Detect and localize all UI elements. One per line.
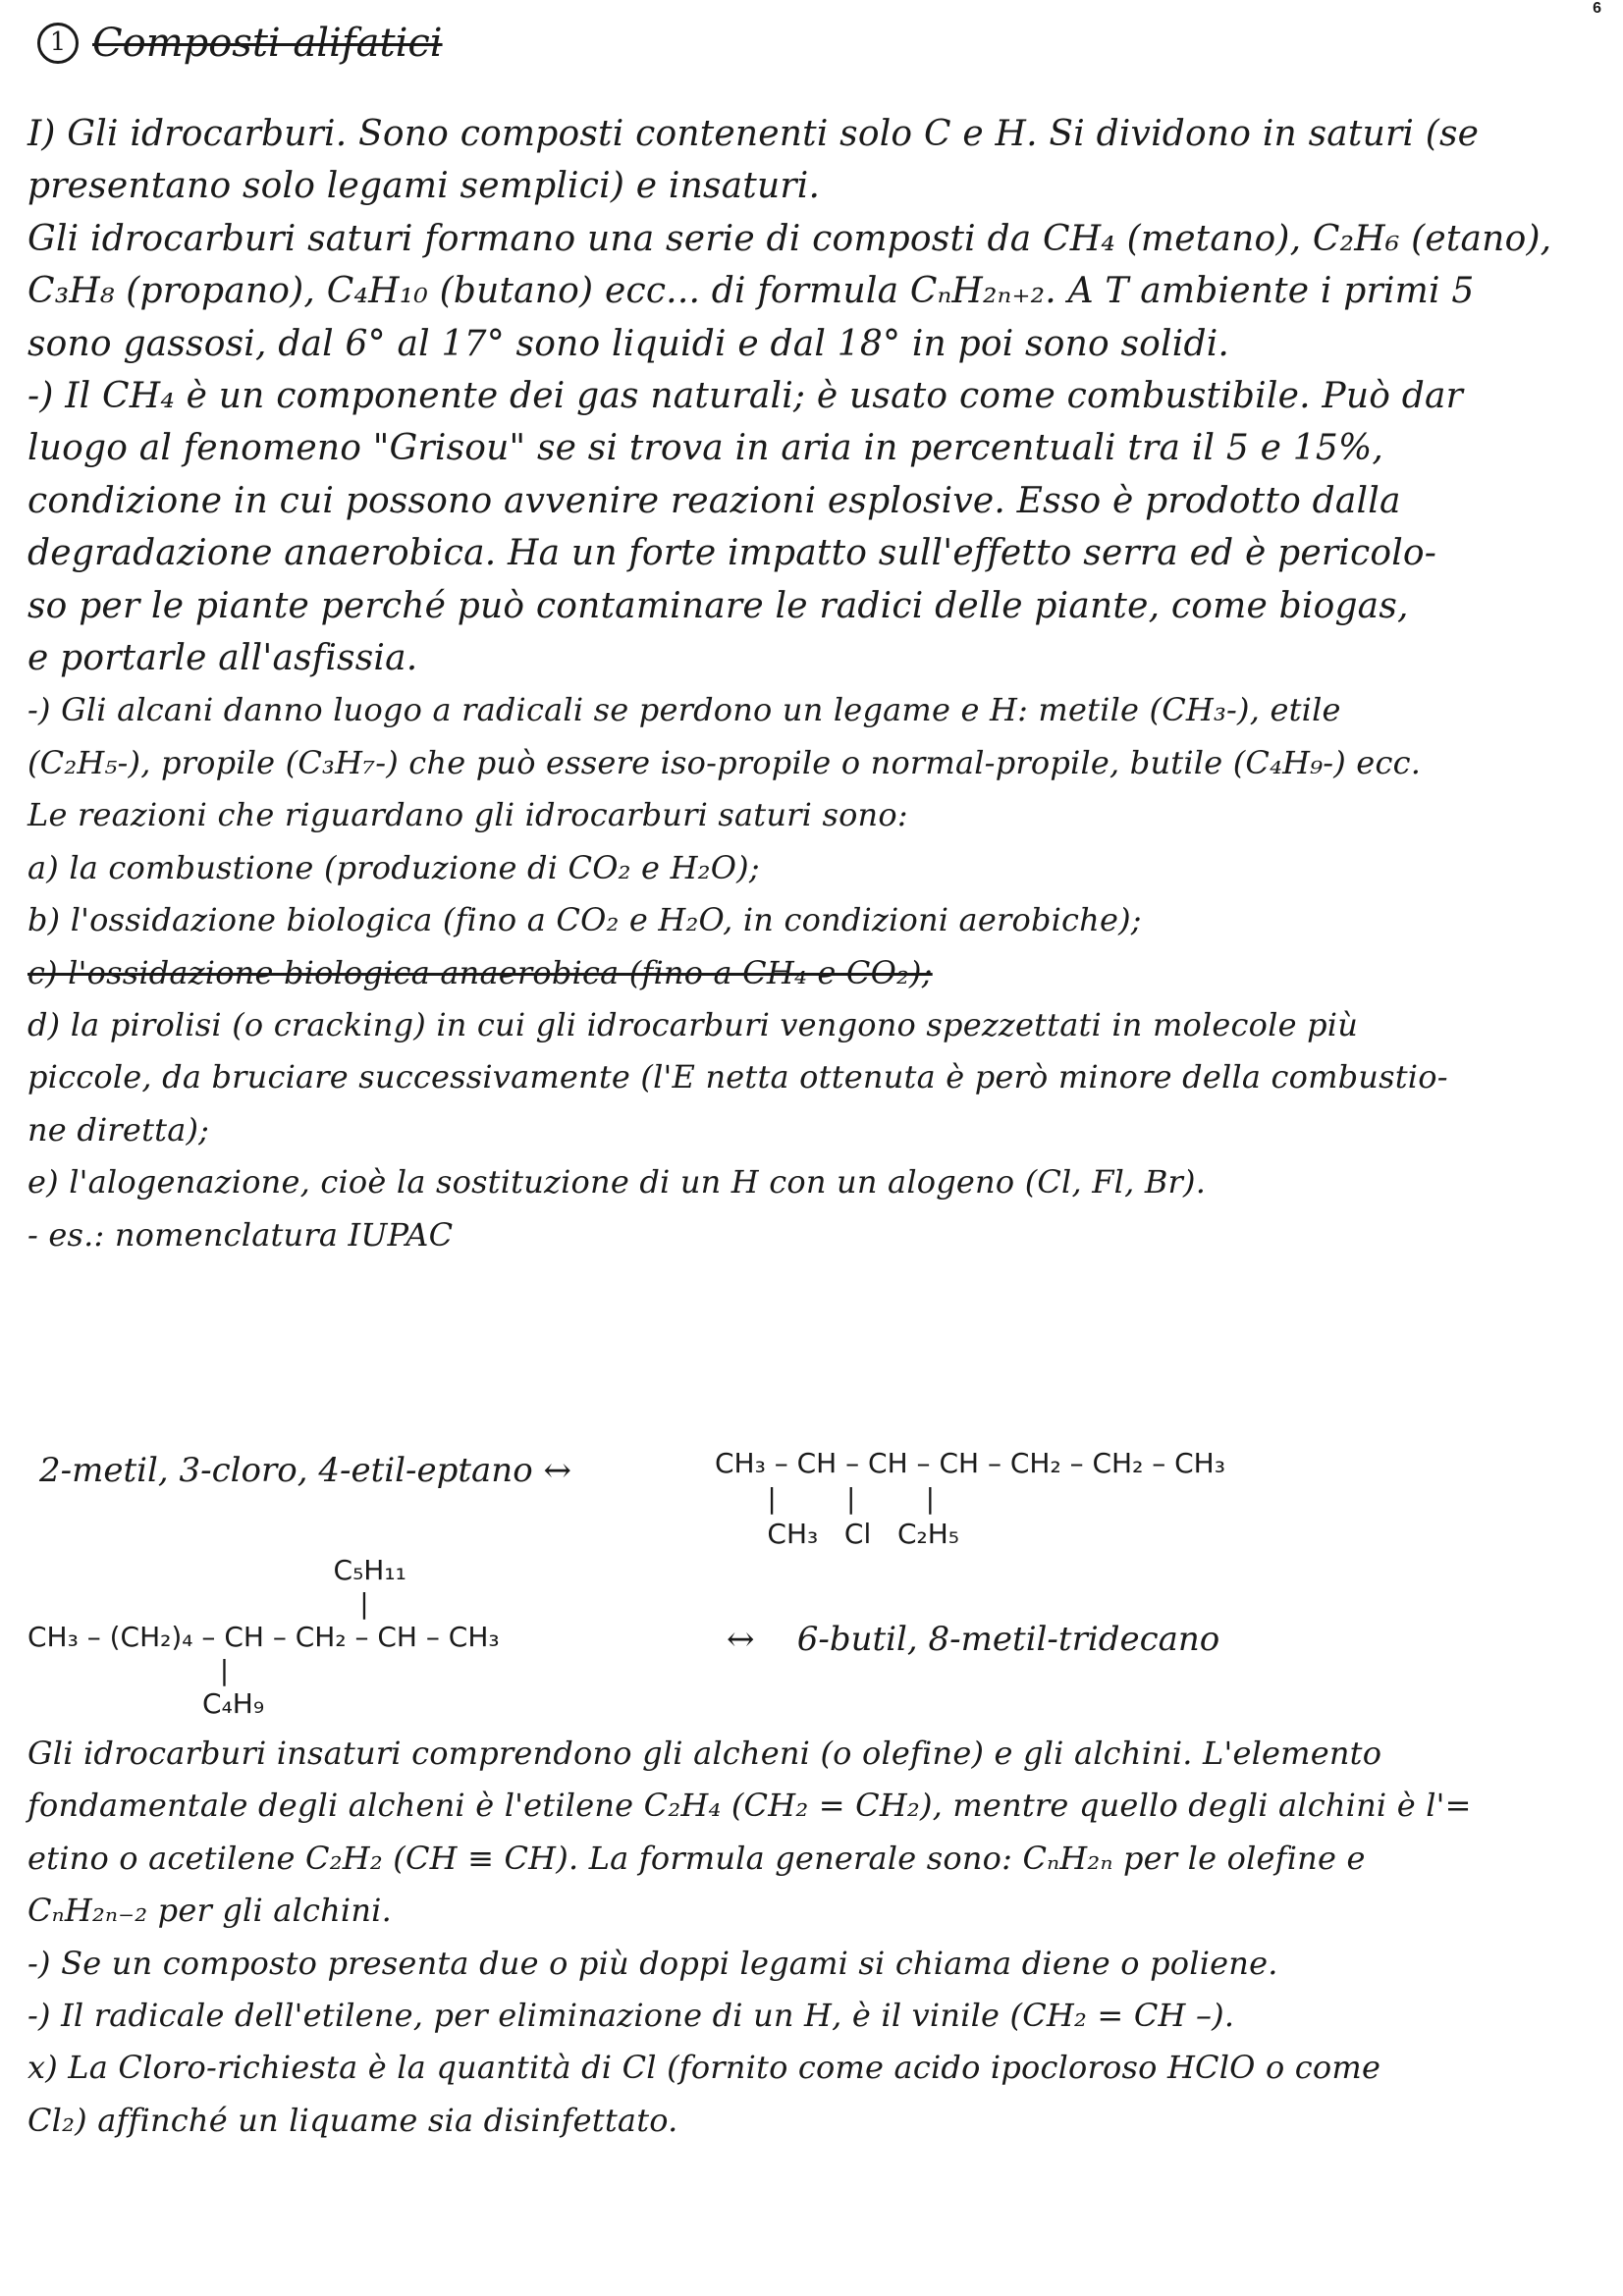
text-line: e portarle all'asfissia. bbox=[27, 638, 418, 679]
section-header bbox=[37, 18, 443, 66]
formula-chain: CH₃ – (CH₂)₄ – CH – CH₂ – CH – CH₃ bbox=[27, 1621, 500, 1653]
page-number: 6 bbox=[1593, 0, 1601, 17]
reaction-item: d) la pirolisi (o cracking) in cui gli idrocarburi vengono spezzettati in molecole più bbox=[27, 1005, 1359, 1043]
reaction-item: a) la combustione (produzione di CO₂ e H₂O); bbox=[27, 848, 760, 886]
reaction-item: ne diretta); bbox=[27, 1110, 210, 1148]
notes-body-2 bbox=[27, 1728, 1598, 2147]
formula-top-branch bbox=[27, 1554, 500, 1587]
section-title: Composti alifatici bbox=[92, 21, 443, 66]
text-line: CₙH₂ₙ₋₂ per gli alchini. bbox=[27, 1892, 392, 1930]
formula-bonds: | bbox=[27, 1654, 230, 1686]
formula-bonds: | bbox=[27, 1587, 369, 1620]
iupac-name-2 bbox=[727, 1620, 1219, 1659]
example-label: - es.: nomenclatura IUPAC bbox=[27, 1215, 454, 1254]
formula-bonds: | | | bbox=[715, 1482, 936, 1515]
text-line: -) Il CH₄ è un componente dei gas naturali; è usato come combustibile. Può dar bbox=[27, 376, 1464, 417]
text-line: -) Il radicale dell'etilene, per eliminazione di un H, è il vinile (CH₂ = CH –). bbox=[27, 1997, 1235, 2035]
bottom-branch-text: C₄H₉ bbox=[202, 1687, 265, 1720]
structural-formula-2 bbox=[27, 1554, 500, 1721]
text-line: condizione in cui possono avvenire reazioni esplosive. Esso è prodotto dalla bbox=[27, 480, 1401, 521]
text-line: C₃H₈ (propano), C₄H₁₀ (butano) ecc... di formula CₙH₂ₙ₊₂. A T ambiente i primi 5 bbox=[27, 271, 1475, 312]
text-line: so per le piante perché può contaminare le radici delle piante, come biogas, bbox=[27, 585, 1409, 626]
text-line: degradazione anaerobica. Ha un forte impatto sull'effetto serra ed è pericolo- bbox=[27, 533, 1437, 574]
structural-formula-1 bbox=[715, 1446, 1225, 1552]
text-line: Gli idrocarburi saturi formano una serie di composti da CH₄ (metano), C₂H₆ (etano), bbox=[27, 218, 1552, 259]
text-line: I) Gli idrocarburi. Sono composti contenenti solo C e H. Si dividono in saturi (se bbox=[27, 114, 1480, 154]
section-number: 1 bbox=[37, 23, 79, 64]
top-branch-text: C₅H₁₁ bbox=[333, 1554, 406, 1586]
text-line: etino o acetilene C₂H₂ (CH ≡ CH). La formula generale sono: CₙH₂ₙ per le olefine e bbox=[27, 1839, 1366, 1877]
formula-chain: CH₃ – CH – CH – CH – CH₂ – CH₂ – CH₃ bbox=[715, 1447, 1225, 1479]
reaction-item-struck: c) l'ossidazione biologica anaerobica (fino a CH₄ e CO₂); bbox=[27, 953, 933, 991]
text-line: -) Gli alcani danno luogo a radicali se perdono un legame e H: metile (CH₃-), etile bbox=[27, 691, 1341, 729]
reaction-item: e) l'alogenazione, cioè la sostituzione di un H con un alogeno (Cl, Fl, Br). bbox=[27, 1163, 1207, 1201]
text-line: (C₂H₅-), propile (C₃H₇-) che può essere iso-propile o normal-propile, butile (C₄H₉-) ecc. bbox=[27, 743, 1422, 781]
notes-body bbox=[27, 108, 1598, 1261]
text-line: x) La Cloro-richiesta è la quantità di Cl (fornito come acido ipocloroso HClO o come bbox=[27, 2049, 1381, 2087]
text-line: Le reazioni che riguardano gli idrocarburi saturi sono: bbox=[27, 796, 908, 834]
text-line: -) Se un composto presenta due o più doppi legami si chiama diene o poliene. bbox=[27, 1944, 1278, 1982]
text-line: sono gassosi, dal 6° al 17° sono liquidi e dal 18° in poi sono solidi. bbox=[27, 323, 1230, 364]
iupac-name-2-text: 6-butil, 8-metil-tridecano bbox=[796, 1620, 1220, 1659]
text-line: luogo al fenomeno "Grisou" se si trova in aria in percentuali tra il 5 e 15%, bbox=[27, 428, 1383, 469]
text-line: presentano solo legami semplici) e insaturi. bbox=[27, 166, 821, 207]
text-line: Cl₂) affinché un liquame sia disinfettato. bbox=[27, 2101, 678, 2139]
equivalence-arrow: ↔ bbox=[543, 1451, 571, 1490]
formula-branches: CH₃ Cl C₂H₅ bbox=[715, 1518, 960, 1550]
text-line: fondamentale degli alcheni è l'etilene C₂H₄ (CH₂ = CH₂), mentre quello degli alchini è l'= bbox=[27, 1787, 1472, 1825]
iupac-name-1-text: 2-metil, 3-cloro, 4-etil-eptano bbox=[39, 1451, 533, 1490]
reaction-item: b) l'ossidazione biologica (fino a CO₂ e H₂O, in condizioni aerobiche); bbox=[27, 901, 1142, 939]
equivalence-arrow: ↔ bbox=[727, 1620, 755, 1659]
formula-bottom-branch bbox=[27, 1687, 500, 1721]
iupac-name-1 bbox=[39, 1451, 571, 1490]
reaction-item: piccole, da bruciare successivamente (l'E netta ottenuta è però minore della combustio- bbox=[27, 1058, 1448, 1096]
text-line: Gli idrocarburi insaturi comprendono gli alcheni (o olefine) e gli alchini. L'elemento bbox=[27, 1735, 1382, 1772]
